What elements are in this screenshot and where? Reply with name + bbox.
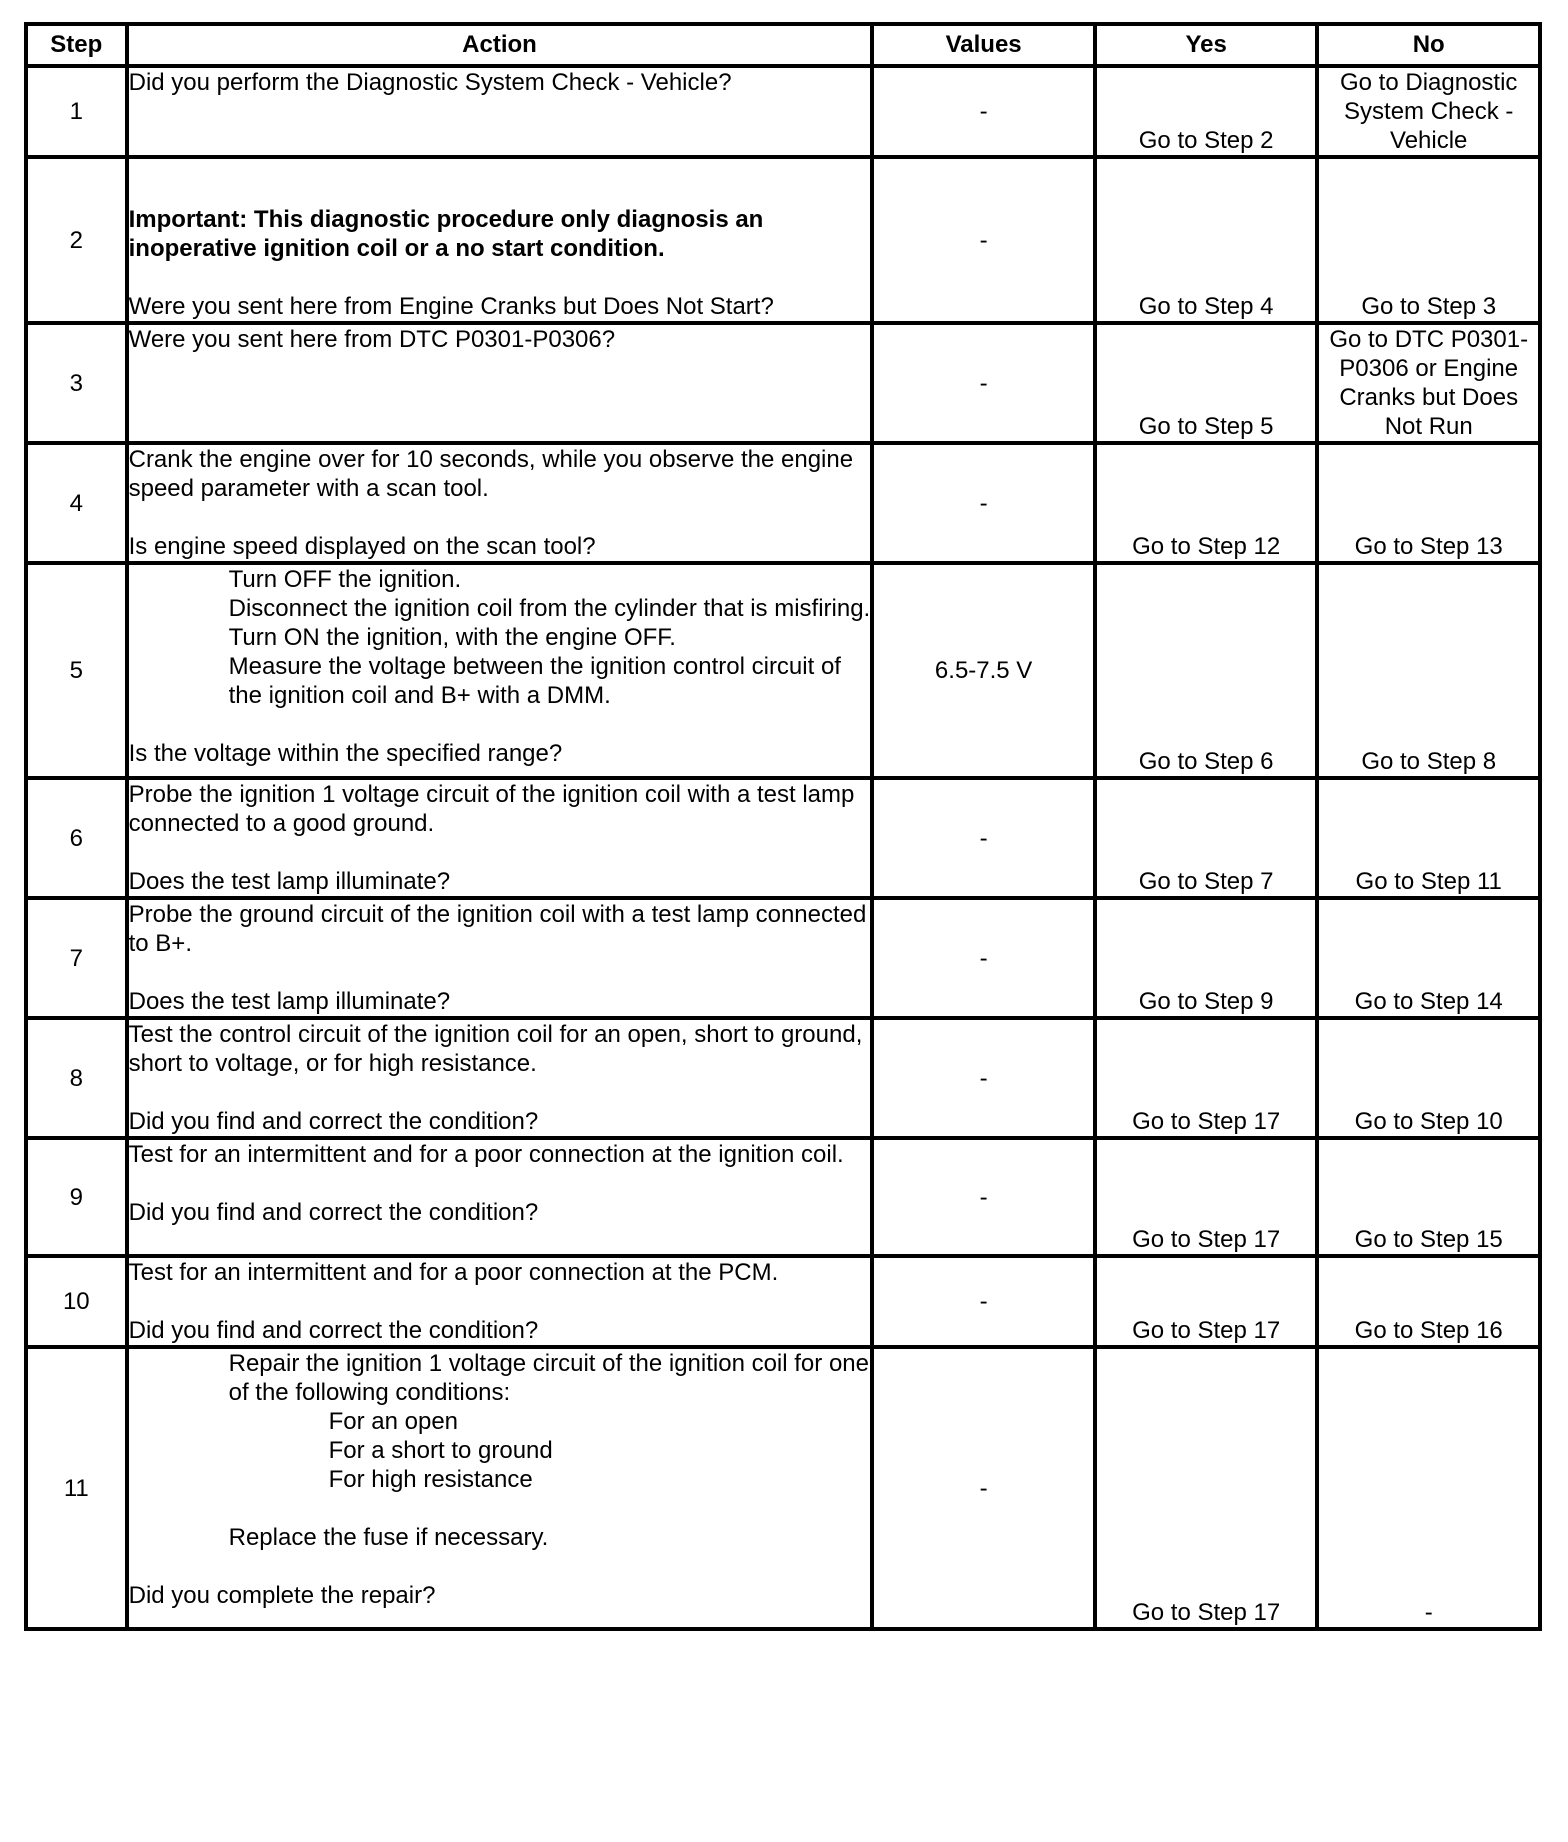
yes-cell: Go to Step 17 <box>1095 1256 1318 1347</box>
table-row <box>26 323 1540 443</box>
spacer <box>129 1494 871 1523</box>
spacer <box>129 1287 871 1316</box>
action-question: Did you find and correct the condition? <box>128 1317 539 1344</box>
value-cell: - <box>872 1256 1095 1347</box>
no-cell: Go to Step 3 <box>1317 157 1540 323</box>
header-yes: Yes <box>1095 24 1318 66</box>
action-cell <box>127 898 873 1018</box>
action-text: Probe the ground circuit of the ignition coil with a test lamp connected to B+. <box>128 901 867 957</box>
yes-cell: Go to Step 2 <box>1095 66 1318 157</box>
action-cell <box>127 778 873 898</box>
yes-cell: Go to Step 9 <box>1095 898 1318 1018</box>
value-cell: - <box>872 898 1095 1018</box>
value-cell: - <box>872 1347 1095 1629</box>
yes-cell: Go to Step 7 <box>1095 778 1318 898</box>
no-cell: Go to DTC P0301-P0306 or Engine Cranks but Does Not Run <box>1317 323 1540 443</box>
action-step-item: Measure the voltage between the ignition control circuit of the ignition coil and B+ with a DMM. <box>228 653 841 709</box>
step-number: 1 <box>26 66 127 157</box>
step-number: 6 <box>26 778 127 898</box>
table-row <box>26 157 1540 323</box>
value-cell: 6.5-7.5 V <box>872 563 1095 778</box>
value-cell: - <box>872 443 1095 563</box>
action-question: Were you sent here from Engine Cranks but Does Not Start? <box>128 293 774 320</box>
table-row <box>26 1018 1540 1138</box>
step-number: 7 <box>26 898 127 1018</box>
spacer <box>129 1169 871 1198</box>
header-row <box>26 24 1540 66</box>
spacer <box>129 1552 871 1581</box>
step-number: 5 <box>26 563 127 778</box>
action-cell <box>127 1138 873 1256</box>
value-cell: - <box>872 778 1095 898</box>
diagnostic-table <box>24 22 1542 1631</box>
diagnostic-table-document <box>24 22 1542 1631</box>
table-row <box>26 1138 1540 1256</box>
value-cell: - <box>872 1018 1095 1138</box>
fuse-note: Replace the fuse if necessary. <box>228 1524 549 1551</box>
header-values: Values <box>872 24 1095 66</box>
no-cell: - <box>1317 1347 1540 1629</box>
step-number: 2 <box>26 157 127 323</box>
action-step-item: Turn OFF the ignition. <box>228 566 462 593</box>
yes-cell: Go to Step 4 <box>1095 157 1318 323</box>
action-question: Did you find and correct the condition? <box>128 1199 539 1226</box>
action-question: Did you find and correct the condition? <box>128 1108 539 1135</box>
header-no: No <box>1317 24 1540 66</box>
action-step-item: Disconnect the ignition coil from the cylinder that is misfiring. <box>228 595 871 622</box>
yes-cell: Go to Step 5 <box>1095 323 1318 443</box>
action-cell <box>127 323 873 443</box>
table-row <box>26 66 1540 157</box>
spacer <box>129 263 871 292</box>
yes-cell: Go to Step 6 <box>1095 563 1318 778</box>
value-cell: - <box>872 66 1095 157</box>
action-cell <box>127 443 873 563</box>
action-question: Did you complete the repair? <box>128 1582 436 1609</box>
table-row <box>26 778 1540 898</box>
action-question: Does the test lamp illuminate? <box>128 868 451 895</box>
spacer <box>129 503 871 532</box>
spacer <box>129 958 871 987</box>
action-cell <box>127 1256 873 1347</box>
spacer <box>129 710 871 739</box>
action-text: Were you sent here from DTC P0301-P0306? <box>128 326 616 353</box>
action-text: Did you perform the Diagnostic System Check - Vehicle? <box>128 69 732 96</box>
no-cell: Go to Diagnostic System Check - Vehicle <box>1317 66 1540 157</box>
action-cell <box>127 563 873 778</box>
action-step-item: Turn ON the ignition, with the engine OFF. <box>228 624 676 651</box>
important-note: Important: This diagnostic procedure only diagnosis an inoperative ignition coil or a no start condition. <box>128 206 764 262</box>
action-text: Crank the engine over for 10 seconds, while you observe the engine speed parameter with a scan tool. <box>128 446 854 502</box>
table-row <box>26 898 1540 1018</box>
action-cell <box>127 66 873 157</box>
repair-instruction: Repair the ignition 1 voltage circuit of the ignition coil for one of the following conditions: <box>228 1350 869 1406</box>
action-question: Does the test lamp illuminate? <box>128 988 451 1015</box>
repair-condition: For an open <box>328 1408 459 1435</box>
no-cell: Go to Step 16 <box>1317 1256 1540 1347</box>
step-number: 3 <box>26 323 127 443</box>
no-cell: Go to Step 14 <box>1317 898 1540 1018</box>
action-text: Test for an intermittent and for a poor connection at the ignition coil. <box>128 1141 844 1168</box>
step-number: 11 <box>26 1347 127 1629</box>
action-question: Is engine speed displayed on the scan tool? <box>128 533 596 560</box>
value-cell: - <box>872 157 1095 323</box>
no-cell: Go to Step 11 <box>1317 778 1540 898</box>
value-cell: - <box>872 323 1095 443</box>
value-cell: - <box>872 1138 1095 1256</box>
yes-cell: Go to Step 17 <box>1095 1138 1318 1256</box>
table-row <box>26 563 1540 778</box>
step-number: 4 <box>26 443 127 563</box>
no-cell: Go to Step 13 <box>1317 443 1540 563</box>
action-cell <box>127 1347 873 1629</box>
action-cell <box>127 157 873 323</box>
table-row <box>26 443 1540 563</box>
table-row <box>26 1347 1540 1629</box>
action-text: Test the control circuit of the ignition coil for an open, short to ground, short to voltage, or for high resistance. <box>128 1021 863 1077</box>
no-cell: Go to Step 15 <box>1317 1138 1540 1256</box>
no-cell: Go to Step 8 <box>1317 563 1540 778</box>
action-cell <box>127 1018 873 1138</box>
header-step: Step <box>26 24 127 66</box>
no-cell: Go to Step 10 <box>1317 1018 1540 1138</box>
yes-cell: Go to Step 17 <box>1095 1018 1318 1138</box>
action-text: Probe the ignition 1 voltage circuit of the ignition coil with a test lamp connected to a good ground. <box>128 781 855 837</box>
step-number: 10 <box>26 1256 127 1347</box>
header-action: Action <box>127 24 873 66</box>
repair-condition: For high resistance <box>328 1466 533 1493</box>
step-number: 9 <box>26 1138 127 1256</box>
spacer <box>129 838 871 867</box>
action-text: Test for an intermittent and for a poor connection at the PCM. <box>128 1259 779 1286</box>
table-row <box>26 1256 1540 1347</box>
repair-condition: For a short to ground <box>328 1437 553 1464</box>
yes-cell: Go to Step 17 <box>1095 1347 1318 1629</box>
step-number: 8 <box>26 1018 127 1138</box>
yes-cell: Go to Step 12 <box>1095 443 1318 563</box>
action-question: Is the voltage within the specified range? <box>128 740 563 767</box>
spacer <box>129 1078 871 1107</box>
